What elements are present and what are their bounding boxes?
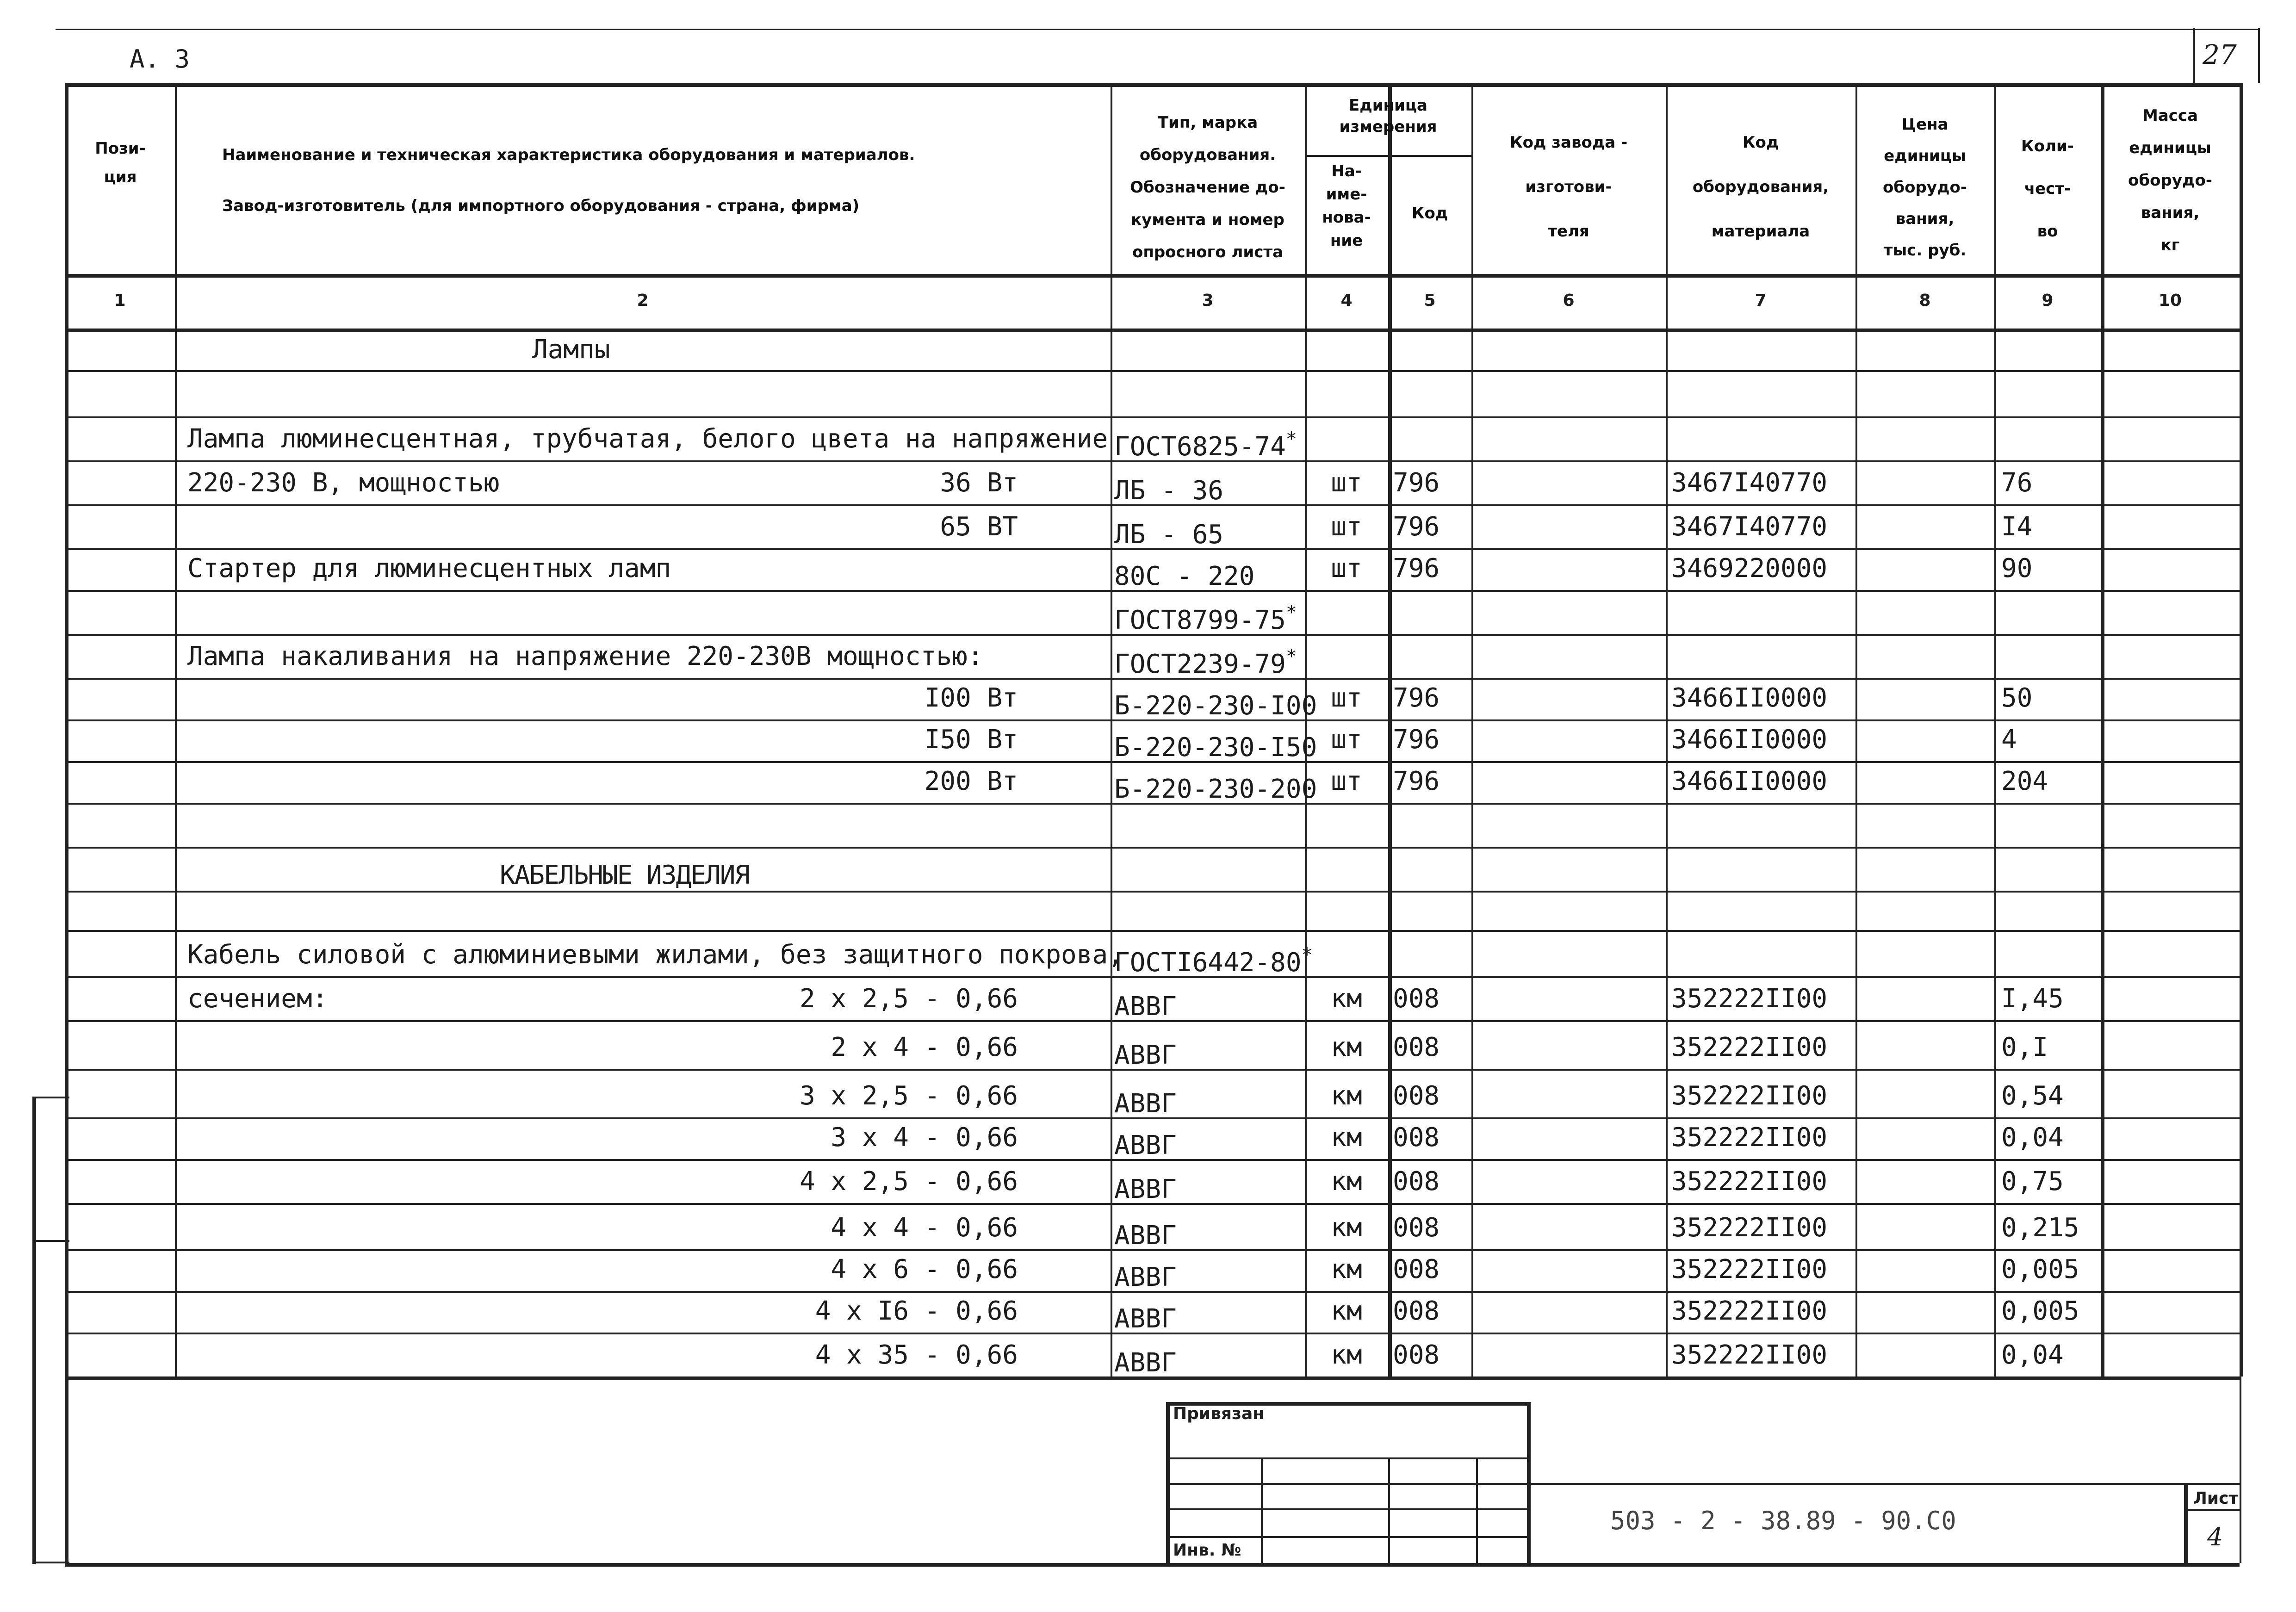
header-material-code bbox=[1666, 120, 1855, 254]
row-5-quantity: 90 bbox=[2001, 553, 2033, 583]
header-position-line2: ция bbox=[104, 168, 137, 186]
row-5-unit: шт bbox=[1331, 553, 1362, 583]
row-16-unit: км bbox=[1331, 1032, 1362, 1062]
header-unit-code: Код bbox=[1411, 204, 1448, 223]
header-name-line2: Завод-изготовитель (для импортного оборудования - страна, фирма) bbox=[222, 197, 860, 215]
header-unit-line2: измерения bbox=[1339, 118, 1437, 136]
row-line bbox=[65, 891, 2240, 893]
row-21-unit-code: 008 bbox=[1393, 1254, 1440, 1284]
row-16-unit-code: 008 bbox=[1393, 1032, 1440, 1062]
left-margin-line bbox=[32, 1097, 36, 1564]
header-unit-name-line4: ние bbox=[1330, 231, 1363, 250]
header-material-code-line3: материала bbox=[1711, 222, 1810, 241]
row-8-type bbox=[1114, 683, 1317, 721]
row-21-unit: км bbox=[1331, 1254, 1362, 1284]
column-number-8: 8 bbox=[1919, 291, 1931, 310]
tb-h6 bbox=[1527, 1483, 2240, 1485]
row-16-name-detail: 2 х 4 - 0,66 bbox=[831, 1032, 1018, 1062]
row-9-type-text: Б-220-230-I50 bbox=[1114, 732, 1317, 763]
row-line bbox=[65, 847, 2240, 849]
row-18-unit-code: 008 bbox=[1393, 1122, 1440, 1153]
row-10-unit-code: 796 bbox=[1393, 766, 1440, 796]
row-4-unit-code: 796 bbox=[1393, 512, 1440, 542]
row-22-quantity: 0,005 bbox=[2001, 1296, 2079, 1326]
header-plant-code-line1: Код завода - bbox=[1509, 133, 1628, 152]
column-line bbox=[175, 83, 177, 1376]
column-number-7: 7 bbox=[1755, 291, 1767, 310]
row-19-material-code: 352222II00 bbox=[1671, 1166, 1828, 1197]
page-number: 27 bbox=[2203, 39, 2237, 70]
left-margin-tick bbox=[32, 1562, 69, 1563]
row-21-type bbox=[1114, 1255, 1177, 1292]
row-9-unit-code: 796 bbox=[1393, 725, 1440, 755]
header-mass-line1: Масса bbox=[2142, 106, 2198, 125]
row-5-type-text: 80С - 220 bbox=[1114, 561, 1255, 591]
row-9-quantity: 4 bbox=[2001, 725, 2017, 755]
row-15-quantity: I,45 bbox=[2001, 984, 2064, 1014]
column-number-10: 10 bbox=[2158, 291, 2182, 310]
header-price-line3: оборудо- bbox=[1883, 178, 1967, 197]
row-5-material-code: 3469220000 bbox=[1671, 553, 1828, 583]
row-17-type-text: АВВГ bbox=[1114, 1089, 1177, 1119]
header-plant-code bbox=[1471, 120, 1666, 254]
row-17-type bbox=[1114, 1081, 1177, 1119]
bound-label: Привязан bbox=[1173, 1404, 1265, 1423]
page-number-box-right bbox=[2258, 28, 2260, 83]
tb-v2 bbox=[1261, 1457, 1263, 1563]
header-mass bbox=[2101, 99, 2240, 261]
header-unit-line1: Единица bbox=[1349, 96, 1427, 115]
row-23-type-text: АВВГ bbox=[1114, 1348, 1177, 1378]
tb-v4 bbox=[1476, 1457, 1478, 1563]
row-7-type bbox=[1114, 642, 1297, 679]
row-20-unit: км bbox=[1331, 1213, 1362, 1243]
row-22-material-code: 352222II00 bbox=[1671, 1296, 1828, 1326]
row-3-unit-code: 796 bbox=[1393, 468, 1440, 498]
header-material-code-line1: Код bbox=[1742, 133, 1779, 152]
row-23-material-code: 352222II00 bbox=[1671, 1340, 1828, 1370]
tb-v3 bbox=[1388, 1457, 1390, 1563]
row-6-type-star: * bbox=[1285, 602, 1297, 623]
header-unit-name-line1: На- bbox=[1331, 162, 1362, 180]
row-8-unit: шт bbox=[1331, 683, 1362, 713]
row-18-quantity: 0,04 bbox=[2001, 1122, 2064, 1153]
row-19-unit-code: 008 bbox=[1393, 1166, 1440, 1197]
row-3-name-detail: 36 Вт bbox=[940, 468, 1018, 498]
unit-subheader-line bbox=[1305, 155, 1471, 157]
row-10-material-code: 3466II0000 bbox=[1671, 766, 1828, 796]
header-type-line4: кумента и номер bbox=[1131, 211, 1285, 229]
row-20-type bbox=[1114, 1213, 1177, 1251]
header-quantity-line3: во bbox=[2037, 222, 2058, 241]
header-quantity-line1: Коли- bbox=[2021, 137, 2074, 155]
header-type-line5: опросного листа bbox=[1132, 243, 1284, 261]
column-number-1: 1 bbox=[114, 291, 126, 310]
tb-sheet-h bbox=[2184, 1509, 2240, 1511]
column-number-9: 9 bbox=[2042, 291, 2054, 310]
row-7-name: Лампа накаливания на напряжение 220-230В мощностью: bbox=[187, 641, 983, 671]
row-2-name: Лампа люминесцентная, трубчатая, белого цвета на напряжение bbox=[187, 424, 1108, 454]
header-material-code-line2: оборудования, bbox=[1692, 178, 1829, 196]
column-line bbox=[1994, 83, 1996, 1376]
header-mass-line2: единицы bbox=[2129, 139, 2211, 157]
column-line bbox=[1111, 83, 1112, 1376]
row-line bbox=[65, 370, 2240, 372]
column-number-5: 5 bbox=[1424, 291, 1436, 310]
row-3-quantity: 76 bbox=[2001, 468, 2033, 498]
column-number-2: 2 bbox=[637, 291, 649, 310]
row-14-type-text: ГОСТI6442-80 bbox=[1114, 948, 1302, 978]
row-17-material-code: 352222II00 bbox=[1671, 1081, 1828, 1111]
header-type-line2: оборудования. bbox=[1139, 146, 1276, 164]
column-line bbox=[1388, 83, 1392, 1376]
table-top-border bbox=[65, 83, 2240, 87]
row-18-unit: км bbox=[1331, 1122, 1362, 1153]
row-8-unit-code: 796 bbox=[1393, 683, 1440, 713]
row-4-type bbox=[1114, 512, 1223, 550]
row-2-type bbox=[1114, 424, 1297, 462]
row-8-type-text: Б-220-230-I00 bbox=[1114, 691, 1317, 721]
row-2-type-text: ГОСТ6825-74 bbox=[1114, 432, 1286, 462]
header-name bbox=[222, 130, 1148, 231]
header-type-line1: Тип, марка bbox=[1157, 113, 1258, 132]
sheet-number: 4 bbox=[2207, 1522, 2223, 1551]
top-border bbox=[56, 29, 2258, 30]
header-mass-line3: оборудо- bbox=[2128, 171, 2212, 190]
corner-label: А. 3 bbox=[130, 44, 190, 74]
row-16-quantity: 0,I bbox=[2001, 1032, 2048, 1062]
row-6-type-text: ГОСТ8799-75 bbox=[1114, 605, 1286, 635]
row-4-type-text: ЛБ - 65 bbox=[1114, 520, 1224, 550]
header-bottom-border bbox=[65, 274, 2240, 278]
row-3-type bbox=[1114, 468, 1223, 506]
frame-right-lower bbox=[2240, 1376, 2241, 1563]
row-9-unit: шт bbox=[1331, 725, 1362, 755]
row-4-quantity: I4 bbox=[2001, 512, 2033, 542]
row-23-type bbox=[1114, 1340, 1177, 1378]
row-5-type bbox=[1114, 554, 1254, 591]
row-21-quantity: 0,005 bbox=[2001, 1254, 2079, 1284]
row-15-material-code: 352222II00 bbox=[1671, 984, 1828, 1014]
row-5-name: Стартер для люминесцентных ламп bbox=[187, 553, 671, 583]
row-22-type bbox=[1114, 1296, 1177, 1334]
inv-label: Инв. № bbox=[1173, 1541, 1241, 1560]
left-margin-tick bbox=[32, 1240, 69, 1242]
row-3-unit: шт bbox=[1331, 468, 1362, 498]
row-18-material-code: 352222II00 bbox=[1671, 1122, 1828, 1153]
tb-h5 bbox=[1166, 1536, 1527, 1538]
row-16-type-text: АВВГ bbox=[1114, 1040, 1177, 1070]
row-5-unit-code: 796 bbox=[1393, 553, 1440, 583]
header-position-line1: Пози- bbox=[95, 139, 146, 158]
row-23-name-detail: 4 х 35 - 0,66 bbox=[815, 1340, 1018, 1370]
column-line bbox=[65, 83, 68, 1376]
row-15-type bbox=[1114, 984, 1177, 1022]
column-number-6: 6 bbox=[1563, 291, 1575, 310]
row-line bbox=[65, 416, 2240, 418]
column-line bbox=[1471, 83, 1473, 1376]
header-type-line3: Обозначение до- bbox=[1130, 178, 1285, 197]
row-21-name-detail: 4 х 6 - 0,66 bbox=[831, 1254, 1018, 1284]
row-17-quantity: 0,54 bbox=[2001, 1081, 2064, 1111]
row-19-unit: км bbox=[1331, 1166, 1362, 1197]
row-23-quantity: 0,04 bbox=[2001, 1340, 2064, 1370]
tb-h2 bbox=[1166, 1457, 1527, 1459]
header-price-line1: Цена bbox=[1901, 115, 1948, 134]
row-21-type-text: АВВГ bbox=[1114, 1262, 1177, 1292]
tb-h4 bbox=[1166, 1508, 1527, 1510]
row-3-name: 220-230 В, мощностью bbox=[187, 468, 500, 498]
row-8-name-detail: I00 Вт bbox=[924, 683, 1018, 713]
column-line bbox=[2101, 83, 2104, 1376]
row-7-type-text: ГОСТ2239-79 bbox=[1114, 649, 1286, 679]
row-20-quantity: 0,215 bbox=[2001, 1213, 2079, 1243]
row-10-type bbox=[1114, 767, 1317, 804]
row-7-type-star: * bbox=[1285, 646, 1297, 667]
row-15-type-text: АВВГ bbox=[1114, 992, 1177, 1022]
row-19-quantity: 0,75 bbox=[2001, 1166, 2064, 1197]
tb-v5 bbox=[1527, 1402, 1531, 1563]
row-15-name-detail: 2 х 2,5 - 0,66 bbox=[799, 984, 1018, 1014]
row-15-unit-code: 008 bbox=[1393, 984, 1440, 1014]
column-number-3: 3 bbox=[1202, 291, 1214, 310]
sheet-label: Лист bbox=[2193, 1489, 2239, 1508]
section-title-cables: КАБЕЛЬНЫЕ ИЗДЕЛИЯ bbox=[500, 860, 750, 890]
row-4-name-detail: 65 ВТ bbox=[940, 512, 1018, 542]
document-code: 503 - 2 - 38.89 - 90.C0 bbox=[1610, 1506, 1956, 1535]
row-3-material-code: 3467I40770 bbox=[1671, 468, 1828, 498]
header-price-line2: единицы bbox=[1884, 147, 1966, 165]
header-quantity bbox=[1994, 125, 2101, 253]
row-22-name-detail: 4 х I6 - 0,66 bbox=[815, 1296, 1018, 1326]
section-title-lamps: Лампы bbox=[532, 335, 610, 365]
row-10-type-text: Б-220-230-200 bbox=[1114, 774, 1317, 804]
row-line bbox=[65, 930, 2240, 932]
header-name-line1: Наименование и техническая характеристика оборудования и материалов. bbox=[222, 146, 915, 164]
header-mass-line4: вания, bbox=[2141, 204, 2200, 222]
header-unit-name-line3: нова- bbox=[1322, 208, 1371, 227]
header-unit-name bbox=[1305, 160, 1388, 252]
row-20-unit-code: 008 bbox=[1393, 1213, 1440, 1243]
row-19-type-text: АВВГ bbox=[1114, 1174, 1177, 1204]
row-17-unit: км bbox=[1331, 1081, 1362, 1111]
row-16-type bbox=[1114, 1033, 1177, 1070]
row-8-quantity: 50 bbox=[2001, 683, 2033, 713]
column-line bbox=[2240, 83, 2243, 1376]
header-price bbox=[1855, 109, 1994, 266]
row-17-name-detail: 3 х 2,5 - 0,66 bbox=[799, 1081, 1018, 1111]
frame-left-lower bbox=[65, 1376, 68, 1563]
row-17-unit-code: 008 bbox=[1393, 1081, 1440, 1111]
row-14-type bbox=[1114, 940, 1313, 978]
row-4-unit: шт bbox=[1331, 512, 1362, 542]
header-unit-name-line2: име- bbox=[1326, 185, 1367, 204]
row-9-material-code: 3466II0000 bbox=[1671, 725, 1828, 755]
row-20-type-text: АВВГ bbox=[1114, 1221, 1177, 1251]
header-price-line5: тыс. руб. bbox=[1883, 241, 1967, 260]
row-9-type bbox=[1114, 725, 1317, 763]
row-22-type-text: АВВГ bbox=[1114, 1304, 1177, 1334]
page-number-box-left bbox=[2193, 28, 2195, 83]
header-plant-code-line2: изготови- bbox=[1525, 178, 1612, 196]
tb-v1 bbox=[1166, 1402, 1170, 1563]
row-6-type bbox=[1114, 598, 1297, 635]
header-price-line4: вания, bbox=[1895, 210, 1955, 228]
row-16-material-code: 352222II00 bbox=[1671, 1032, 1828, 1062]
header-unit bbox=[1305, 95, 1471, 137]
row-19-name-detail: 4 х 2,5 - 0,66 bbox=[799, 1166, 1018, 1197]
row-14-name: Кабель силовой с алюминиевыми жилами, без защитного покрова, bbox=[187, 940, 1123, 970]
row-20-name-detail: 4 х 4 - 0,66 bbox=[831, 1213, 1018, 1243]
row-10-name-detail: 200 Вт bbox=[924, 766, 1018, 796]
row-23-unit: км bbox=[1331, 1340, 1362, 1370]
row-2-type-star: * bbox=[1285, 428, 1297, 450]
header-position bbox=[65, 134, 176, 192]
header-mass-line5: кг bbox=[2160, 236, 2180, 254]
row-20-material-code: 352222II00 bbox=[1671, 1213, 1828, 1243]
row-22-unit: км bbox=[1331, 1296, 1362, 1326]
row-8-material-code: 3466II0000 bbox=[1671, 683, 1828, 713]
row-9-name-detail: I50 Вт bbox=[924, 725, 1018, 755]
tb-sheet-v bbox=[2184, 1483, 2188, 1563]
row-18-type bbox=[1114, 1123, 1177, 1160]
row-15-unit: км bbox=[1331, 984, 1362, 1014]
header-quantity-line2: чест- bbox=[2024, 180, 2071, 198]
header-plant-code-line3: теля bbox=[1548, 222, 1589, 241]
frame-bottom bbox=[65, 1563, 2240, 1567]
row-10-quantity: 204 bbox=[2001, 766, 2048, 796]
column-line bbox=[1855, 83, 1857, 1376]
left-margin-tick bbox=[32, 1097, 69, 1098]
header-type bbox=[1111, 106, 1305, 268]
row-3-type-text: ЛБ - 36 bbox=[1114, 476, 1224, 506]
row-line bbox=[65, 329, 2240, 330]
tb-h3 bbox=[1166, 1483, 1527, 1485]
column-line bbox=[1666, 83, 1668, 1376]
row-22-unit-code: 008 bbox=[1393, 1296, 1440, 1326]
column-number-4: 4 bbox=[1340, 291, 1353, 310]
row-18-type-text: АВВГ bbox=[1114, 1130, 1177, 1160]
row-18-name-detail: 3 х 4 - 0,66 bbox=[831, 1122, 1018, 1153]
row-21-material-code: 352222II00 bbox=[1671, 1254, 1828, 1284]
row-19-type bbox=[1114, 1167, 1177, 1204]
row-23-unit-code: 008 bbox=[1393, 1340, 1440, 1370]
row-14-type-star: * bbox=[1301, 944, 1313, 966]
row-15-name: сечением: bbox=[187, 984, 328, 1014]
row-10-unit: шт bbox=[1331, 766, 1362, 796]
row-4-material-code: 3467I40770 bbox=[1671, 512, 1828, 542]
